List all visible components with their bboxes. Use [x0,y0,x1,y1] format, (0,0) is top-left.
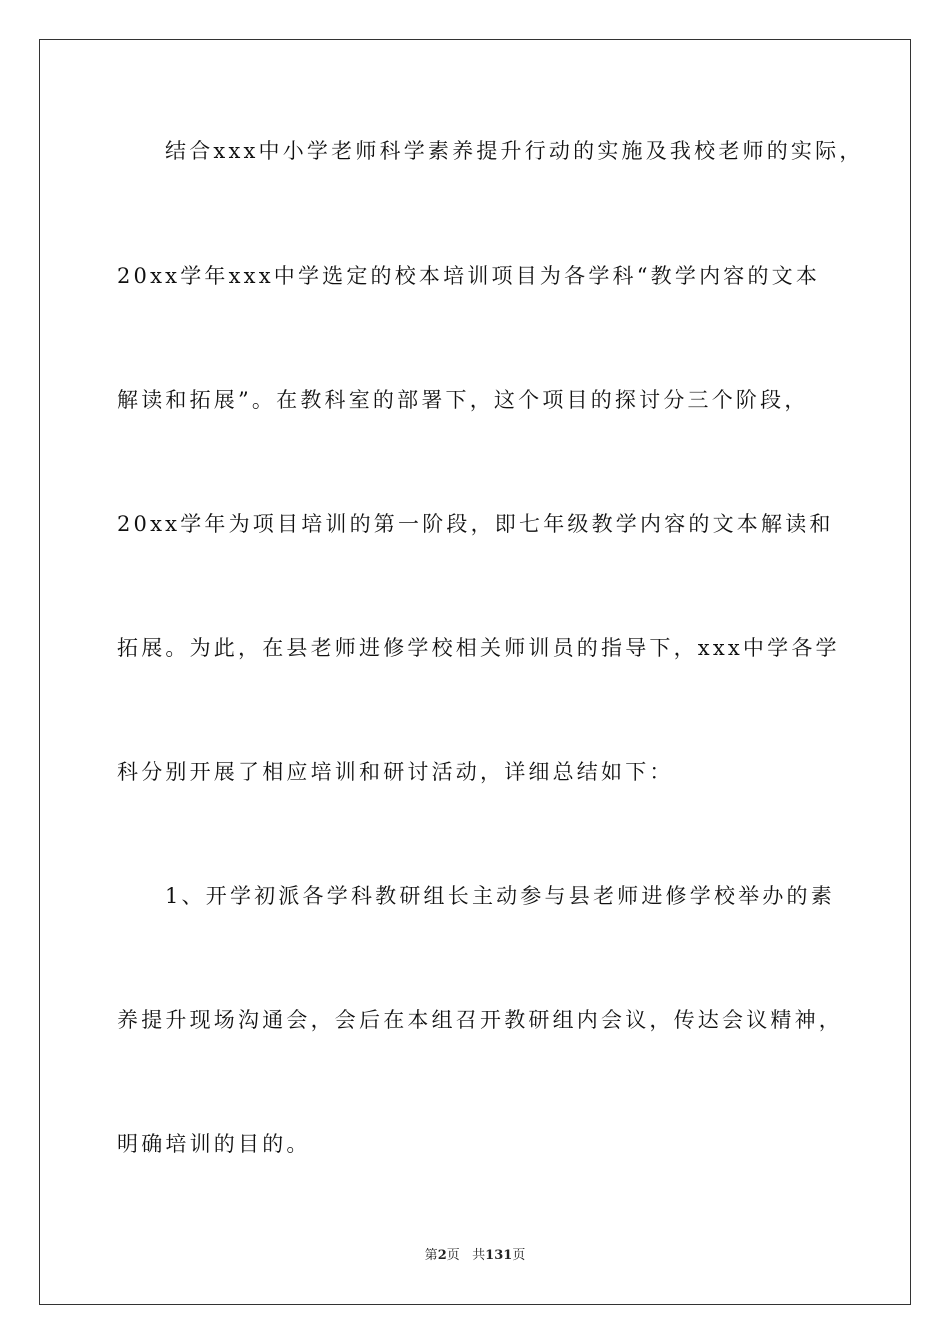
page-number: 2 [437,1248,447,1263]
paragraph-line-2: 20xx学年xxx中学选定的校本培训项目为各学科“教学内容的文本 [117,264,821,288]
paragraph-line-9: 明确培训的目的。 [117,1132,311,1156]
page-footer [0,1247,950,1265]
paragraph-line-7: 1、开学初派各学科教研组长主动参与县老师进修学校举办的素 [165,884,835,908]
paragraph-line-5: 拓展。为此，在县老师进修学校相关师训员的指导下，xxx中学各学 [117,636,840,660]
page-prefix: 第 [424,1248,438,1263]
total-prefix: 共 [472,1248,486,1263]
page-border [39,39,911,1305]
paragraph-line-3: 解读和拓展”。在教科室的部署下，这个项目的探讨分三个阶段， [117,388,809,412]
total-pages: 131 [485,1248,513,1263]
total-suffix: 页 [512,1248,526,1263]
paragraph-line-8: 养提升现场沟通会，会后在本组召开教研组内会议，传达会议精神， [117,1008,843,1032]
paragraph-line-4: 20xx学年为项目培训的第一阶段，即七年级教学内容的文本解读和 [117,512,834,536]
paragraph-line-6: 科分别开展了相应培训和研讨活动，详细总结如下： [117,760,674,784]
paragraph-line-1: 结合xxx中小学老师科学素养提升行动的实施及我校老师的实际， [165,139,864,163]
page-suffix: 页 [446,1248,460,1263]
